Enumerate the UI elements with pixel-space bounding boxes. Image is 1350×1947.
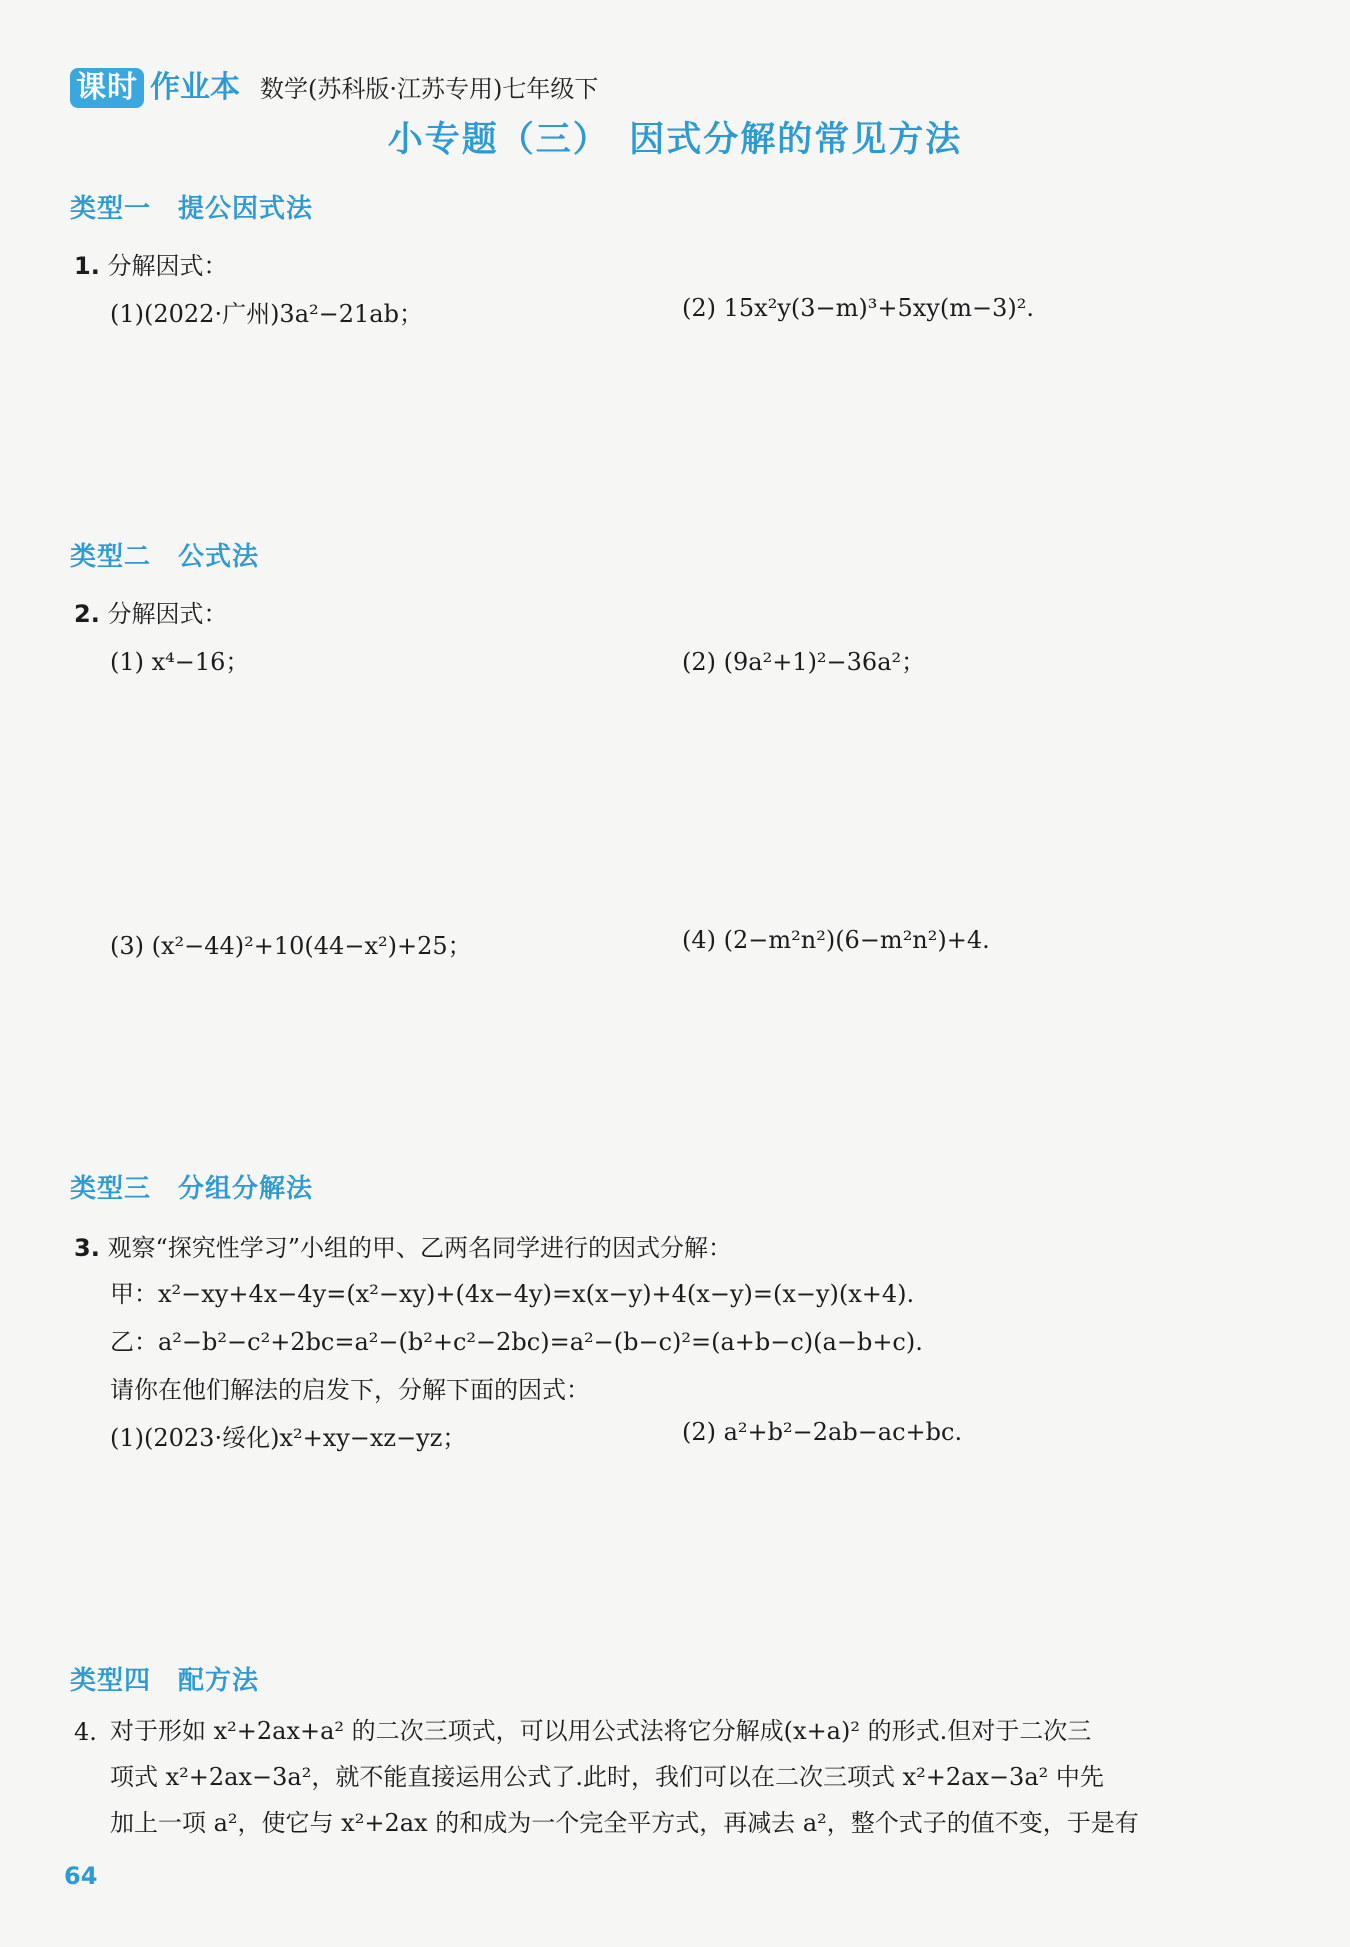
page-number: 64 bbox=[64, 1862, 98, 1890]
question-3-part-2: (2) a²+b²−2ab−ac+bc. bbox=[682, 1418, 963, 1446]
section-heading-4: 类型四 配方法 bbox=[70, 1666, 260, 1696]
question-text: 观察“探究性学习”小组的甲、乙两名同学进行的因式分解： bbox=[107, 1234, 733, 1262]
book-info: 数学(苏科版·江苏专用)七年级下 bbox=[260, 75, 599, 103]
question-4-line-1: 对于形如 x²+2ax+a² 的二次三项式，可以用公式法将它分解成(x+a)² 的形式.但对于二次三 bbox=[110, 1717, 1092, 1745]
logo: 课时 bbox=[70, 68, 144, 108]
question-1-prompt bbox=[74, 246, 227, 281]
question-4-number: 4. bbox=[74, 1718, 97, 1746]
logo-suffix: 作业本 bbox=[150, 70, 240, 105]
question-number: 3. bbox=[74, 1234, 100, 1262]
question-2-part-2: (2) (9a²+1)²−36a²； bbox=[682, 648, 926, 676]
question-3-part-1: (1)(2023·绥化)x²+xy−xz−yz； bbox=[110, 1424, 467, 1452]
example-jia: 甲：x²−xy+4x−4y=(x²−xy)+(4x−4y)=x(x−y)+4(x−y)=(x−y)(x+4). bbox=[110, 1280, 915, 1308]
section-heading-3: 类型三 分组分解法 bbox=[70, 1174, 314, 1204]
question-2-part-4: (4) (2−m²n²)(6−m²n²)+4. bbox=[682, 926, 990, 954]
page-header bbox=[70, 60, 598, 108]
question-3-instruction: 请你在他们解法的启发下，分解下面的因式： bbox=[110, 1376, 590, 1404]
question-2-part-3: (3) (x²−44)²+10(44−x²)+25； bbox=[110, 932, 472, 960]
question-number: 2. bbox=[74, 600, 100, 628]
section-heading-1: 类型一 提公因式法 bbox=[70, 194, 314, 224]
question-1-part-2: (2) 15x²y(3−m)³+5xy(m−3)². bbox=[682, 294, 1034, 322]
question-4-line-2: 项式 x²+2ax−3a²，就不能直接运用公式了.此时，我们可以在二次三项式 x²+2ax−3a² 中先 bbox=[110, 1763, 1104, 1791]
question-1-part-1: (1)(2022·广州)3a²−21ab； bbox=[110, 300, 423, 328]
section-heading-2: 类型二 公式法 bbox=[70, 542, 260, 572]
question-text: 分解因式： bbox=[107, 600, 228, 628]
question-text: 分解因式： bbox=[107, 252, 228, 280]
question-2-prompt bbox=[74, 594, 227, 629]
question-2-part-1: (1) x⁴−16； bbox=[110, 648, 250, 676]
question-4-line-3: 加上一项 a²，使它与 x²+2ax 的和成为一个完全平方式，再减去 a²，整个式子的值不变，于是有 bbox=[110, 1809, 1139, 1837]
question-number: 1. bbox=[74, 252, 100, 280]
question-3-prompt bbox=[74, 1228, 732, 1263]
page-title: 小专题（三） 因式分解的常见方法 bbox=[387, 120, 963, 160]
example-yi: 乙：a²−b²−c²+2bc=a²−(b²+c²−2bc)=a²−(b−c)²=(a+b−c)(a−b+c). bbox=[110, 1328, 923, 1356]
question-4-text bbox=[110, 1708, 1310, 1846]
